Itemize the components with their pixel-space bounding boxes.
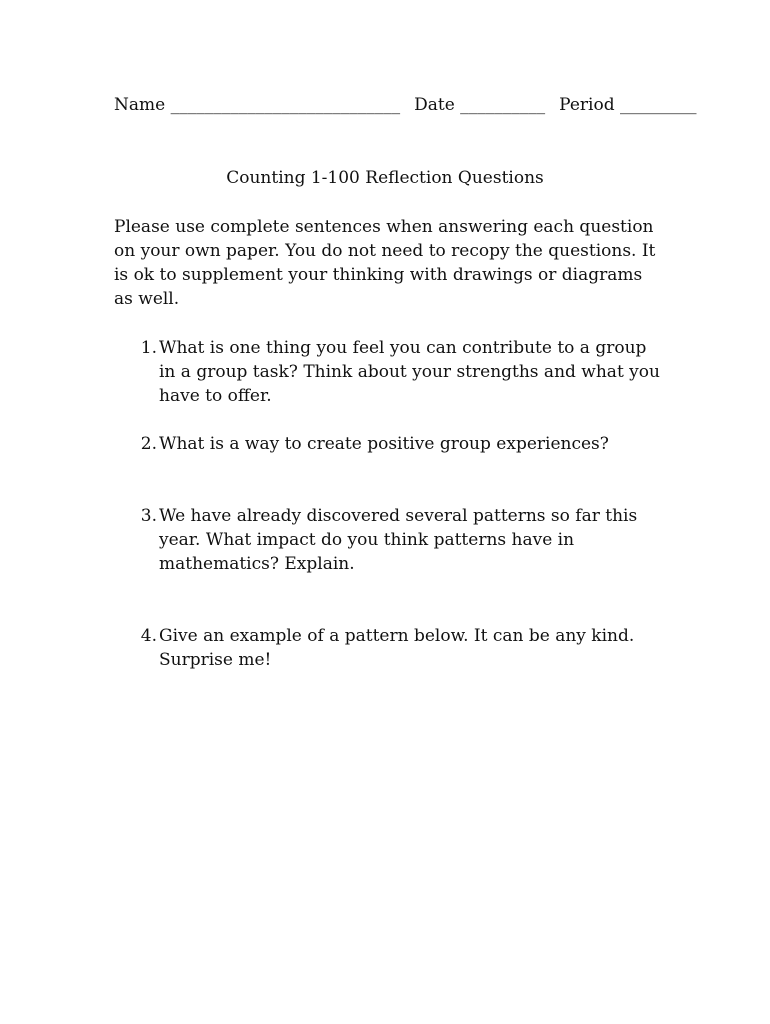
question-item [114,624,662,672]
name-field: Name ___________________________ [114,95,401,115]
question-text: Give an example of a pattern below. It can be any kind. Surprise me! [159,626,635,670]
question-text: We have already discovered several patterns so far this year. What impact do you think patterns have in mathematics? Explain. [159,506,638,574]
date-field: Date __________ [414,95,546,115]
question-number: 1. [140,338,157,358]
question-number: 4. [140,626,157,646]
header-fields [114,93,697,117]
instructions-paragraph: Please use complete sentences when answering each question on your own paper. You do not need to recopy the questions. It is ok to supplement your thinking with drawings or diagrams as well. [114,217,656,309]
question-number: 2. [140,434,157,454]
question-number: 3. [140,506,157,526]
question-item [114,336,662,408]
question-text: What is one thing you feel you can contribute to a group in a group task? Think about your strengths and what you have to offer. [159,338,660,406]
question-item [114,432,662,456]
worksheet-title: Counting 1-100 Reflection Questions [226,168,544,188]
question-list [114,336,662,672]
question-text: What is a way to create positive group experiences? [159,434,609,454]
period-field: Period _________ [559,95,697,115]
question-item [114,504,662,576]
